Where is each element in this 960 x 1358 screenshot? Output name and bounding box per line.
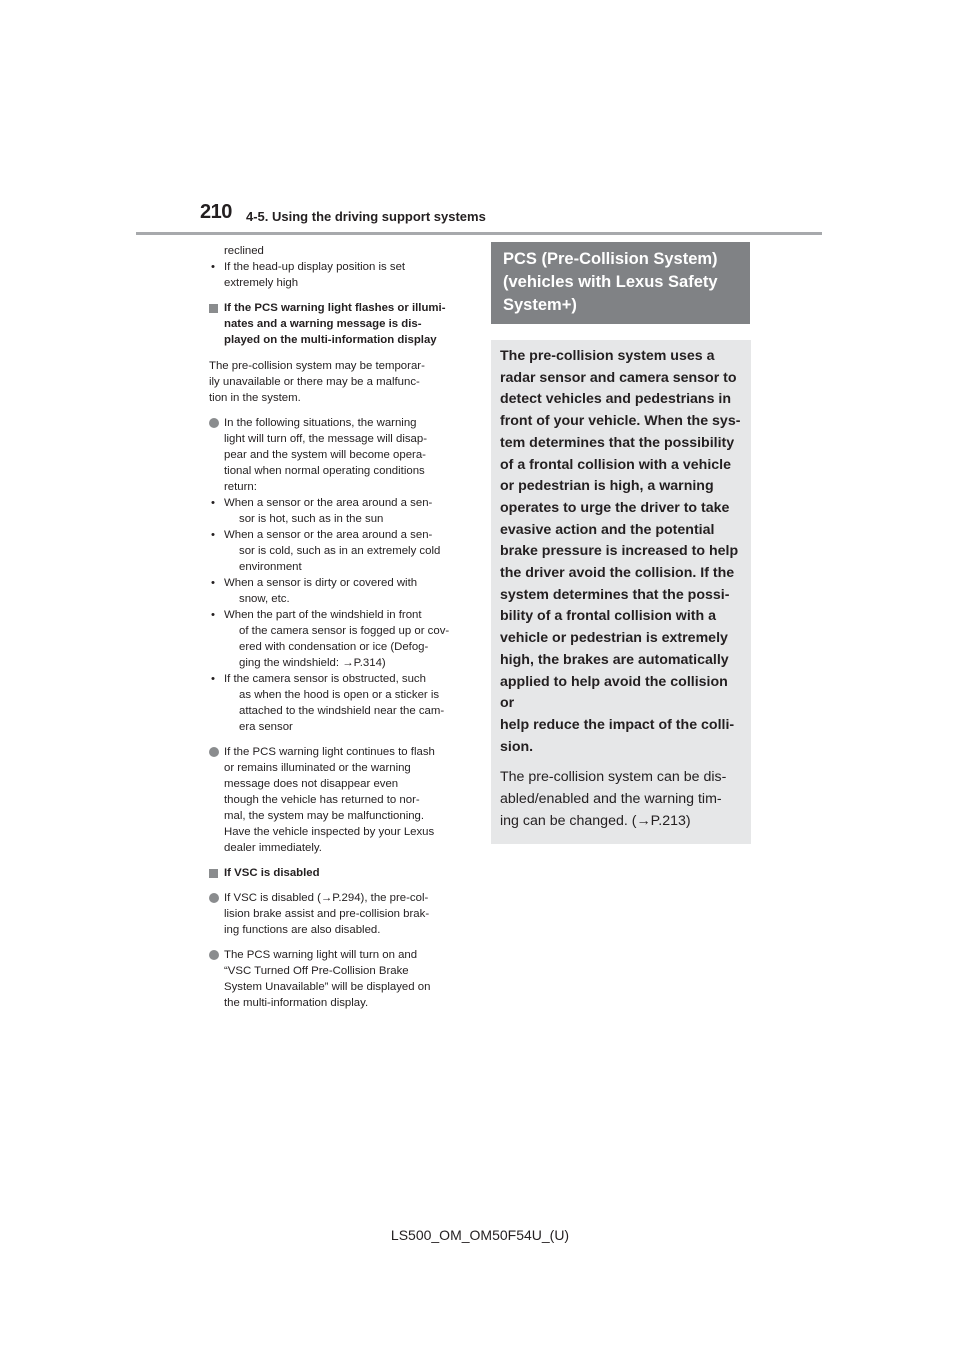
circle-item-3 (209, 890, 471, 938)
text-line: nates and a warning message is dis- (224, 318, 422, 330)
text-line: era sensor (239, 721, 293, 733)
text-line: mal, the system may be malfunctioning. (224, 810, 425, 822)
text-line: or remains illuminated or the warning (224, 762, 411, 774)
text-line: the multi-information display. (224, 997, 369, 1009)
text-line: dealer immediately. (224, 842, 322, 854)
summary-paragraph (500, 767, 743, 832)
bullet-dot: • (211, 609, 215, 621)
text-line: ging the windshield: →P.314) (239, 657, 386, 669)
circle-marker-icon (209, 418, 219, 428)
text-line: radar sensor and camera sensor to (500, 369, 737, 386)
circle-marker-icon (209, 893, 219, 903)
paragraph (209, 358, 471, 406)
pcs-section-title (491, 242, 750, 324)
text-line: light will turn off, the message will disap- (224, 433, 428, 445)
page-header (0, 0, 960, 240)
document-code-footer: LS500_OM_OM50F54U_(U) (390, 1227, 570, 1243)
summary-paragraph (500, 346, 743, 758)
text-line: ily unavailable or there may be a malfunc- (209, 376, 420, 388)
pcs-summary-box (491, 340, 751, 844)
circle-item-2 (209, 744, 471, 856)
bullet-dot: • (211, 577, 215, 589)
text-line: reclined (224, 245, 264, 257)
text-line: message does not disappear even (224, 778, 399, 790)
text-line: sor is hot, such as in the sun (239, 513, 384, 525)
bullet-item (209, 575, 471, 607)
text-line: applied to help avoid the collision or (500, 673, 728, 712)
text-line: of a frontal collision with a vehicle (500, 456, 731, 473)
text-line: attached to the windshield near the cam- (239, 705, 445, 717)
text-line: sor is cold, such as in an extremely cold (239, 545, 441, 557)
text-line: of the camera sensor is fogged up or cov- (239, 625, 450, 637)
text-line: high, the brakes are automatically (500, 651, 729, 668)
text-line: When a sensor or the area around a sen- (224, 529, 433, 541)
text-line: extremely high (224, 277, 299, 289)
text-line: vehicle or pedestrian is extremely (500, 630, 728, 647)
text-line: System Unavailable” will be displayed on (224, 981, 431, 993)
text-line: If the PCS warning light flashes or illumi- (224, 302, 446, 314)
text-line: help reduce the impact of the colli- (500, 716, 735, 733)
text-line: or pedestrian is high, a warning (500, 478, 714, 495)
text-line: operates to urge the driver to take (500, 499, 730, 516)
text-line: abled/enabled and the warning tim- (500, 791, 722, 808)
text-line: played on the multi-information display (224, 334, 437, 346)
circle-item-1 (209, 415, 471, 735)
bullet-dot: • (211, 261, 215, 273)
text-line: The pre-collision system may be temporar- (209, 360, 425, 372)
text-line: When a sensor is dirty or covered with (224, 577, 418, 589)
text-line: “VSC Turned Off Pre-Collision Brake (224, 965, 409, 977)
subheading-vsc-disabled (209, 865, 471, 881)
text-line: tion in the system. (209, 392, 301, 404)
bullet-item (209, 607, 471, 671)
circle-item-4 (209, 947, 471, 1011)
text-line: environment (239, 561, 302, 573)
title-line: PCS (Pre-Collision System) (503, 250, 718, 268)
subheading-pcs-warning (209, 300, 471, 348)
text-line: system determines that the possi- (500, 586, 730, 603)
section-title: 4-5. Using the driving support systems (246, 209, 486, 224)
text-line: return: (224, 481, 257, 493)
page-number: 210 (200, 201, 232, 223)
text-line: tional when normal operating conditions (224, 465, 425, 477)
text-line: detect vehicles and pedestrians in (500, 391, 732, 408)
text-line: If VSC is disabled (→P.294), the pre-col- (224, 892, 429, 904)
title-line: (vehicles with Lexus Safety (503, 273, 718, 291)
text-line: If the head-up display position is set (224, 261, 406, 273)
text-line: If the camera sensor is obstructed, such (224, 673, 426, 685)
bullet-item (209, 527, 471, 575)
left-column (209, 243, 471, 1011)
bullet-item (209, 259, 471, 291)
text-line: the driver avoid the collision. If the (500, 565, 735, 582)
text-line: The PCS warning light will turn on and (224, 949, 418, 961)
header-divider (136, 232, 822, 235)
square-marker-icon (209, 869, 218, 878)
text-line: If the PCS warning light continues to flash (224, 746, 435, 758)
text-line: though the vehicle has returned to nor- (224, 794, 420, 806)
text-line: tem determines that the possibility (500, 434, 735, 451)
text-line: The pre-collision system uses a (500, 348, 715, 364)
circle-marker-icon (209, 950, 219, 960)
bullet-dot: • (211, 529, 215, 541)
text-line: snow, etc. (239, 593, 290, 605)
text-line: When the part of the windshield in front (224, 609, 422, 621)
bullet-dot: • (211, 497, 215, 509)
text-line: brake pressure is increased to help (500, 543, 739, 560)
text-line: pear and the system will become opera- (224, 449, 426, 461)
title-line: System+) (503, 296, 577, 314)
text-line: In the following situations, the warning (224, 417, 417, 429)
text-line: bility of a frontal collision with a (500, 608, 716, 625)
text-line: The pre-collision system can be dis- (500, 769, 727, 786)
text-line: ing can be changed. (→P.213) (500, 812, 691, 829)
circle-marker-icon (209, 747, 219, 757)
text-line: If VSC is disabled (224, 867, 320, 879)
text-line: evasive action and the potential (500, 521, 715, 538)
text-line: ing functions are also disabled. (224, 924, 381, 936)
bullet-item (209, 671, 471, 735)
bullet-item (209, 495, 471, 527)
bullet-dot: • (211, 673, 215, 685)
text-line: lision brake assist and pre-collision brak- (224, 908, 430, 920)
text-line: Have the vehicle inspected by your Lexus (224, 826, 435, 838)
text-line: sion. (500, 738, 534, 755)
text-line: When a sensor or the area around a sen- (224, 497, 433, 509)
text-line: as when the hood is open or a sticker is (239, 689, 440, 701)
square-marker-icon (209, 304, 218, 313)
right-column (491, 242, 751, 844)
text-line: front of your vehicle. When the sys- (500, 413, 741, 430)
text-line: ered with condensation or ice (Defog- (239, 641, 429, 653)
